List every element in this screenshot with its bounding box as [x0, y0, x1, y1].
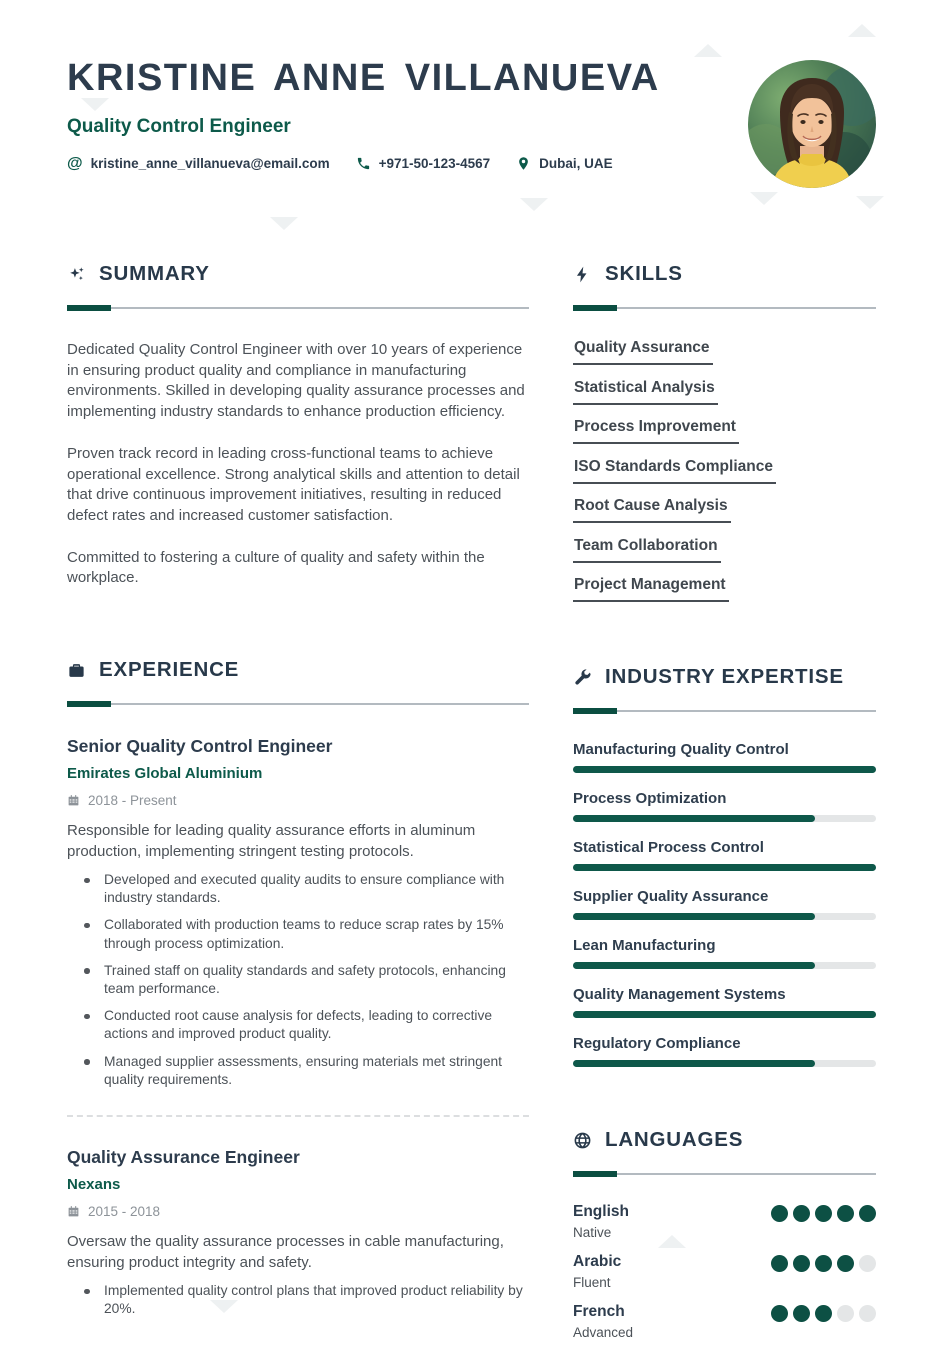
expertise-bar-fill [573, 1060, 815, 1067]
location-pin-icon [516, 156, 531, 171]
language-row [573, 1253, 876, 1290]
expertise-item [573, 937, 876, 969]
expertise-label: Lean Manufacturing [573, 937, 716, 954]
language-row [573, 1303, 876, 1340]
section-rule [67, 305, 529, 311]
job-dates [67, 793, 529, 808]
expertise-item [573, 1035, 876, 1067]
expertise-list [573, 741, 876, 1067]
language-list [573, 1203, 876, 1340]
contact-email-text: kristine_anne_villanueva@email.com [90, 156, 330, 172]
job-dates-text: 2018 - Present [88, 793, 177, 809]
job-title: Quality Assurance Engineer [67, 1147, 300, 1168]
language-level-dot [793, 1305, 810, 1322]
language-row [573, 1203, 876, 1240]
expertise-bar-track [573, 815, 876, 822]
language-level-dots [771, 1255, 876, 1272]
section-rule [573, 1171, 876, 1177]
resume-header [67, 58, 876, 208]
language-level-dot [793, 1205, 810, 1222]
language-level-dot [815, 1305, 832, 1322]
skill-label: Root Cause Analysis [573, 497, 731, 523]
phone-icon [356, 156, 371, 171]
experience-section [67, 658, 529, 1318]
skill-item [573, 497, 876, 523]
industry-expertise-title: INDUSTRY EXPERTISE [605, 665, 844, 688]
job-bullet: Developed and executed quality audits to ensure compliance with industry standards. [67, 871, 529, 907]
expertise-bar-fill [573, 913, 815, 920]
expertise-label: Supplier Quality Assurance [573, 888, 769, 905]
expertise-bar-fill [573, 962, 815, 969]
job-description: Responsible for leading quality assurance efforts in aluminum production, implementing stringent testing protocols. [67, 822, 476, 861]
contact-email [67, 155, 330, 173]
section-rule [573, 305, 876, 311]
languages-section [573, 1128, 876, 1340]
summary-paragraph: Committed to fostering a culture of quality and safety within the workplace. [67, 548, 485, 587]
person-job-title: Quality Control Engineer [67, 115, 291, 137]
language-level-dots [771, 1205, 876, 1222]
contact-phone [356, 156, 490, 171]
summary-header [67, 262, 529, 286]
skill-list [573, 339, 876, 602]
language-level-dot [837, 1255, 854, 1272]
expertise-bar-track [573, 962, 876, 969]
expertise-label: Regulatory Compliance [573, 1035, 741, 1052]
summary-paragraph: Dedicated Quality Control Engineer with over 10 years of experience in ensuring product quality and compliance in manufacturing environments. Skilled in developing quality assurance processes and implementing industry standards to enhance production efficiency. [67, 341, 525, 421]
industry-expertise-section [573, 665, 876, 1067]
languages-title: LANGUAGES [605, 1128, 744, 1151]
skill-item [573, 537, 876, 563]
language-level-dot [859, 1305, 876, 1322]
skill-item [573, 379, 876, 405]
expertise-label: Process Optimization [573, 790, 727, 807]
email-icon: @ [67, 154, 83, 172]
job-company: Nexans [67, 1176, 121, 1194]
language-level-dot [815, 1205, 832, 1222]
job-description: Oversaw the quality assurance processes in cable manufacturing, ensuring product integrity and safety. [67, 1233, 504, 1272]
globe-icon [573, 1131, 592, 1150]
language-level-dot [771, 1205, 788, 1222]
expertise-bar-fill [573, 815, 815, 822]
language-level-label: Fluent [573, 1275, 611, 1290]
skill-item [573, 418, 876, 444]
job-bullet: Collaborated with production teams to reduce scrap rates by 15% through process optimization. [67, 916, 529, 952]
languages-header [573, 1128, 876, 1152]
person-name: KRISTINE ANNE VILLANUEVA [67, 57, 660, 99]
expertise-item [573, 790, 876, 822]
right-column [573, 262, 876, 1353]
language-level-dot [771, 1305, 788, 1322]
skill-item [573, 339, 876, 365]
skill-label: ISO Standards Compliance [573, 458, 776, 484]
language-name: French [573, 1303, 625, 1320]
experience-header [67, 658, 529, 682]
industry-expertise-header [573, 665, 876, 689]
language-level-dot [793, 1255, 810, 1272]
expertise-bar-fill [573, 864, 876, 871]
summary-title: SUMMARY [99, 262, 210, 285]
section-rule [573, 708, 876, 714]
language-level-dots [771, 1305, 876, 1322]
contact-location-text: Dubai, UAE [539, 156, 613, 172]
job-entry [67, 1115, 529, 1318]
experience-title: EXPERIENCE [99, 658, 240, 682]
skill-item [573, 458, 876, 484]
expertise-label: Quality Management Systems [573, 986, 786, 1003]
job-bullet: Implemented quality control plans that improved product reliability by 20%. [67, 1282, 529, 1318]
contact-location [516, 156, 613, 171]
skill-label: Project Management [573, 576, 729, 602]
expertise-bar-track [573, 913, 876, 920]
briefcase-icon [67, 661, 86, 680]
skill-label: Quality Assurance [573, 339, 713, 365]
skills-title: SKILLS [605, 262, 683, 285]
expertise-bar-track [573, 766, 876, 773]
skills-header [573, 262, 876, 286]
expertise-label: Statistical Process Control [573, 839, 764, 856]
skills-section [573, 262, 876, 602]
section-rule [67, 701, 529, 707]
calendar-icon [67, 794, 80, 807]
skill-label: Statistical Analysis [573, 379, 718, 405]
language-level-label: Advanced [573, 1325, 634, 1340]
language-level-dot [859, 1205, 876, 1222]
language-name: Arabic [573, 1253, 622, 1270]
job-dates-text: 2015 - 2018 [88, 1204, 161, 1220]
expertise-item [573, 839, 876, 871]
profile-photo-image [748, 60, 876, 188]
language-level-dot [815, 1255, 832, 1272]
job-bullets [67, 871, 529, 1089]
skill-label: Process Improvement [573, 418, 739, 444]
job-title: Senior Quality Control Engineer [67, 736, 333, 757]
job-bullet: Conducted root cause analysis for defects, leading to corrective actions and improved product quality. [67, 1007, 529, 1043]
expertise-label: Manufacturing Quality Control [573, 741, 789, 758]
expertise-bar-track [573, 1011, 876, 1018]
job-bullets [67, 1282, 529, 1318]
expertise-item [573, 741, 876, 773]
summary-section [67, 262, 529, 589]
job-entry [67, 736, 529, 1089]
sparkles-icon [67, 265, 86, 284]
language-level-label: Native [573, 1225, 612, 1240]
contact-phone-text: +971-50-123-4567 [378, 156, 491, 172]
language-level-dot [859, 1255, 876, 1272]
language-name: English [573, 1203, 629, 1220]
language-level-dot [837, 1205, 854, 1222]
language-level-dot [837, 1305, 854, 1322]
job-bullet: Trained staff on quality standards and safety protocols, enhancing team performance. [67, 962, 529, 998]
expertise-bar-fill [573, 1011, 876, 1018]
expertise-bar-fill [573, 766, 876, 773]
summary-paragraph: Proven track record in leading cross-functional teams to achieve operational excellence. Strong analytical skills and attention to detail that drive continuous improvement initiatives, resulting in reduced defect rates and increased customer satisfaction. [67, 444, 520, 524]
skill-item [573, 576, 876, 602]
summary-text [67, 340, 529, 589]
job-company: Emirates Global Aluminium [67, 765, 263, 783]
expertise-item [573, 986, 876, 1018]
left-column [67, 262, 529, 1353]
skill-label: Team Collaboration [573, 537, 721, 563]
language-level-dot [771, 1255, 788, 1272]
profile-photo [748, 60, 876, 188]
job-dates [67, 1204, 529, 1219]
wrench-icon [573, 668, 592, 687]
job-bullet: Managed supplier assessments, ensuring materials met stringent quality requirements. [67, 1053, 529, 1089]
lightning-bolt-icon [573, 265, 592, 284]
expertise-item [573, 888, 876, 920]
expertise-bar-track [573, 864, 876, 871]
expertise-bar-track [573, 1060, 876, 1067]
calendar-icon [67, 1205, 80, 1218]
